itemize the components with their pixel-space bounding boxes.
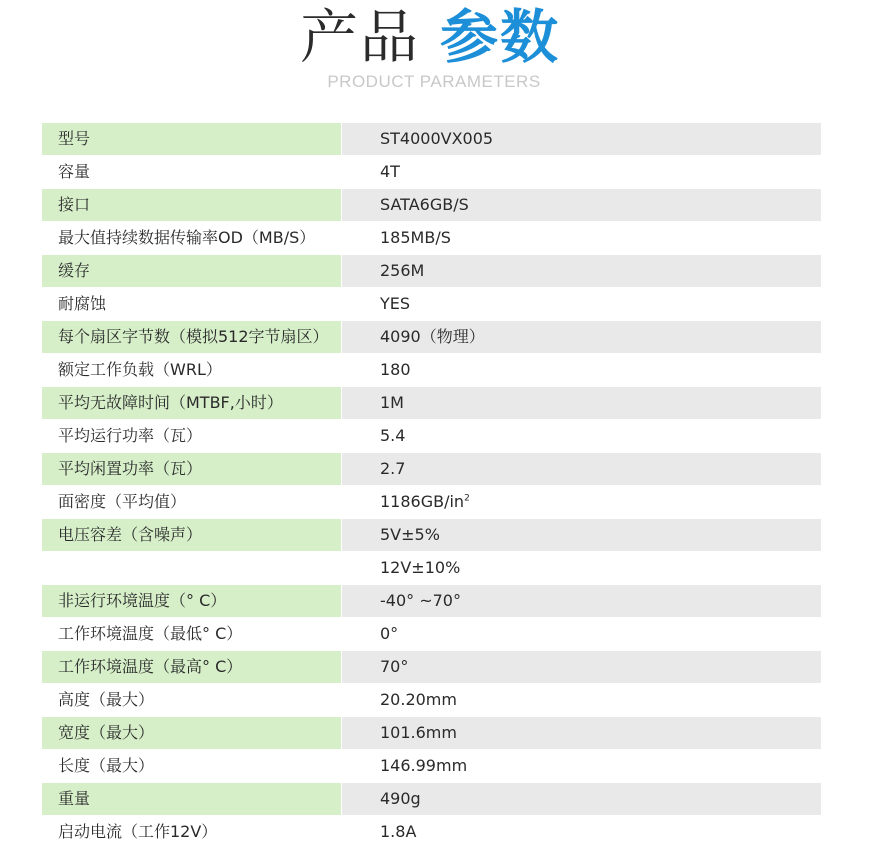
spec-row <box>42 321 821 354</box>
spec-row <box>42 387 821 420</box>
spec-value-text: 5.4 <box>380 426 406 445</box>
spec-value <box>342 651 821 683</box>
spec-value-text: 146.99mm <box>380 756 468 775</box>
spec-value-text: 20.20mm <box>380 690 457 709</box>
spec-row <box>42 453 821 486</box>
spec-label: 高度（最大） <box>42 684 341 716</box>
spec-row <box>42 255 821 288</box>
spec-row <box>42 717 821 750</box>
spec-row <box>42 156 821 189</box>
spec-value-text: 101.6mm <box>380 723 457 742</box>
spec-value <box>342 552 821 584</box>
spec-row <box>42 420 821 453</box>
spec-value <box>342 288 821 320</box>
spec-label: 缓存 <box>42 255 341 287</box>
spec-value-text: 1M <box>380 393 404 412</box>
spec-label: 容量 <box>42 156 341 188</box>
spec-label: 耐腐蚀 <box>42 288 341 320</box>
spec-value-text: YES <box>380 294 411 313</box>
spec-label: 平均运行功率（瓦） <box>42 420 341 452</box>
spec-value-text: 4090（物理） <box>380 327 485 346</box>
spec-value-text: 12V±10% <box>380 558 461 577</box>
spec-label: 最大值持续数据传输率OD（MB/S） <box>42 222 341 254</box>
spec-row <box>42 354 821 387</box>
spec-label: 工作环境温度（最低° C） <box>42 618 341 650</box>
spec-value <box>342 123 821 155</box>
spec-label: 接口 <box>42 189 341 221</box>
spec-value-text: 4T <box>380 162 400 181</box>
title-light: 产品 <box>300 3 421 71</box>
spec-label: 启动电流（工作12V） <box>42 816 341 848</box>
spec-value <box>342 189 821 221</box>
spec-value <box>342 156 821 188</box>
spec-row <box>42 816 821 849</box>
spec-row <box>42 288 821 321</box>
spec-row <box>42 750 821 783</box>
spec-row <box>42 684 821 717</box>
spec-value-text: 1.8A <box>380 822 417 841</box>
spec-value <box>342 387 821 419</box>
spec-row <box>42 618 821 651</box>
spec-label: 非运行环境温度（° C） <box>42 585 341 617</box>
spec-value-text: -40° ~70° <box>380 591 461 610</box>
spec-value <box>342 618 821 650</box>
spec-value <box>342 585 821 617</box>
spec-value <box>342 222 821 254</box>
spec-value <box>342 354 821 386</box>
spec-table <box>42 123 821 849</box>
spec-value-text: 180 <box>380 360 411 379</box>
spec-label: 长度（最大） <box>42 750 341 782</box>
spec-row <box>42 519 821 552</box>
spec-label: 每个扇区字节数（模拟512字节扇区） <box>42 321 341 353</box>
spec-value-text: 185MB/S <box>380 228 451 247</box>
spec-value-text: 0° <box>380 624 399 643</box>
spec-value <box>342 816 821 848</box>
spec-value <box>342 684 821 716</box>
spec-row <box>42 123 821 156</box>
spec-value <box>342 486 821 518</box>
spec-row <box>42 651 821 684</box>
spec-value <box>342 420 821 452</box>
spec-value-text: 2.7 <box>380 459 406 478</box>
title-bold: 参数 <box>440 3 561 71</box>
spec-value <box>342 783 821 815</box>
spec-label: 电压容差（含噪声） <box>42 519 341 551</box>
spec-label: 平均闲置功率（瓦） <box>42 453 341 485</box>
subtitle: PRODUCT PARAMETERS <box>327 72 541 91</box>
spec-value-text: 490g <box>380 789 421 808</box>
spec-row <box>42 189 821 222</box>
spec-value <box>342 321 821 353</box>
spec-value-text: 1186GB/in <box>380 492 465 511</box>
spec-value-text: 256M <box>380 261 425 280</box>
spec-row <box>42 222 821 255</box>
spec-value-text: 70° <box>380 657 409 676</box>
spec-value <box>342 717 821 749</box>
spec-label: 宽度（最大） <box>42 717 341 749</box>
spec-label: 重量 <box>42 783 341 815</box>
spec-value <box>342 750 821 782</box>
spec-label: 型号 <box>42 123 341 155</box>
spec-label: 平均无故障时间（MTBF,小时） <box>42 387 341 419</box>
spec-label: 面密度（平均值） <box>42 486 341 518</box>
spec-label <box>42 552 341 584</box>
spec-value <box>342 453 821 485</box>
spec-value-text: SATA6GB/S <box>380 195 469 214</box>
spec-value-text: ST4000VX005 <box>380 129 494 148</box>
page-header <box>0 0 887 100</box>
spec-label: 工作环境温度（最高° C） <box>42 651 341 683</box>
spec-value-superscript: 2 <box>464 493 470 504</box>
spec-row <box>42 783 821 816</box>
spec-row <box>42 552 821 585</box>
spec-value <box>342 519 821 551</box>
spec-row <box>42 585 821 618</box>
spec-value-text: 5V±5% <box>380 525 440 544</box>
spec-label: 额定工作负载（WRL） <box>42 354 341 386</box>
spec-value <box>342 255 821 287</box>
spec-row <box>42 486 821 519</box>
